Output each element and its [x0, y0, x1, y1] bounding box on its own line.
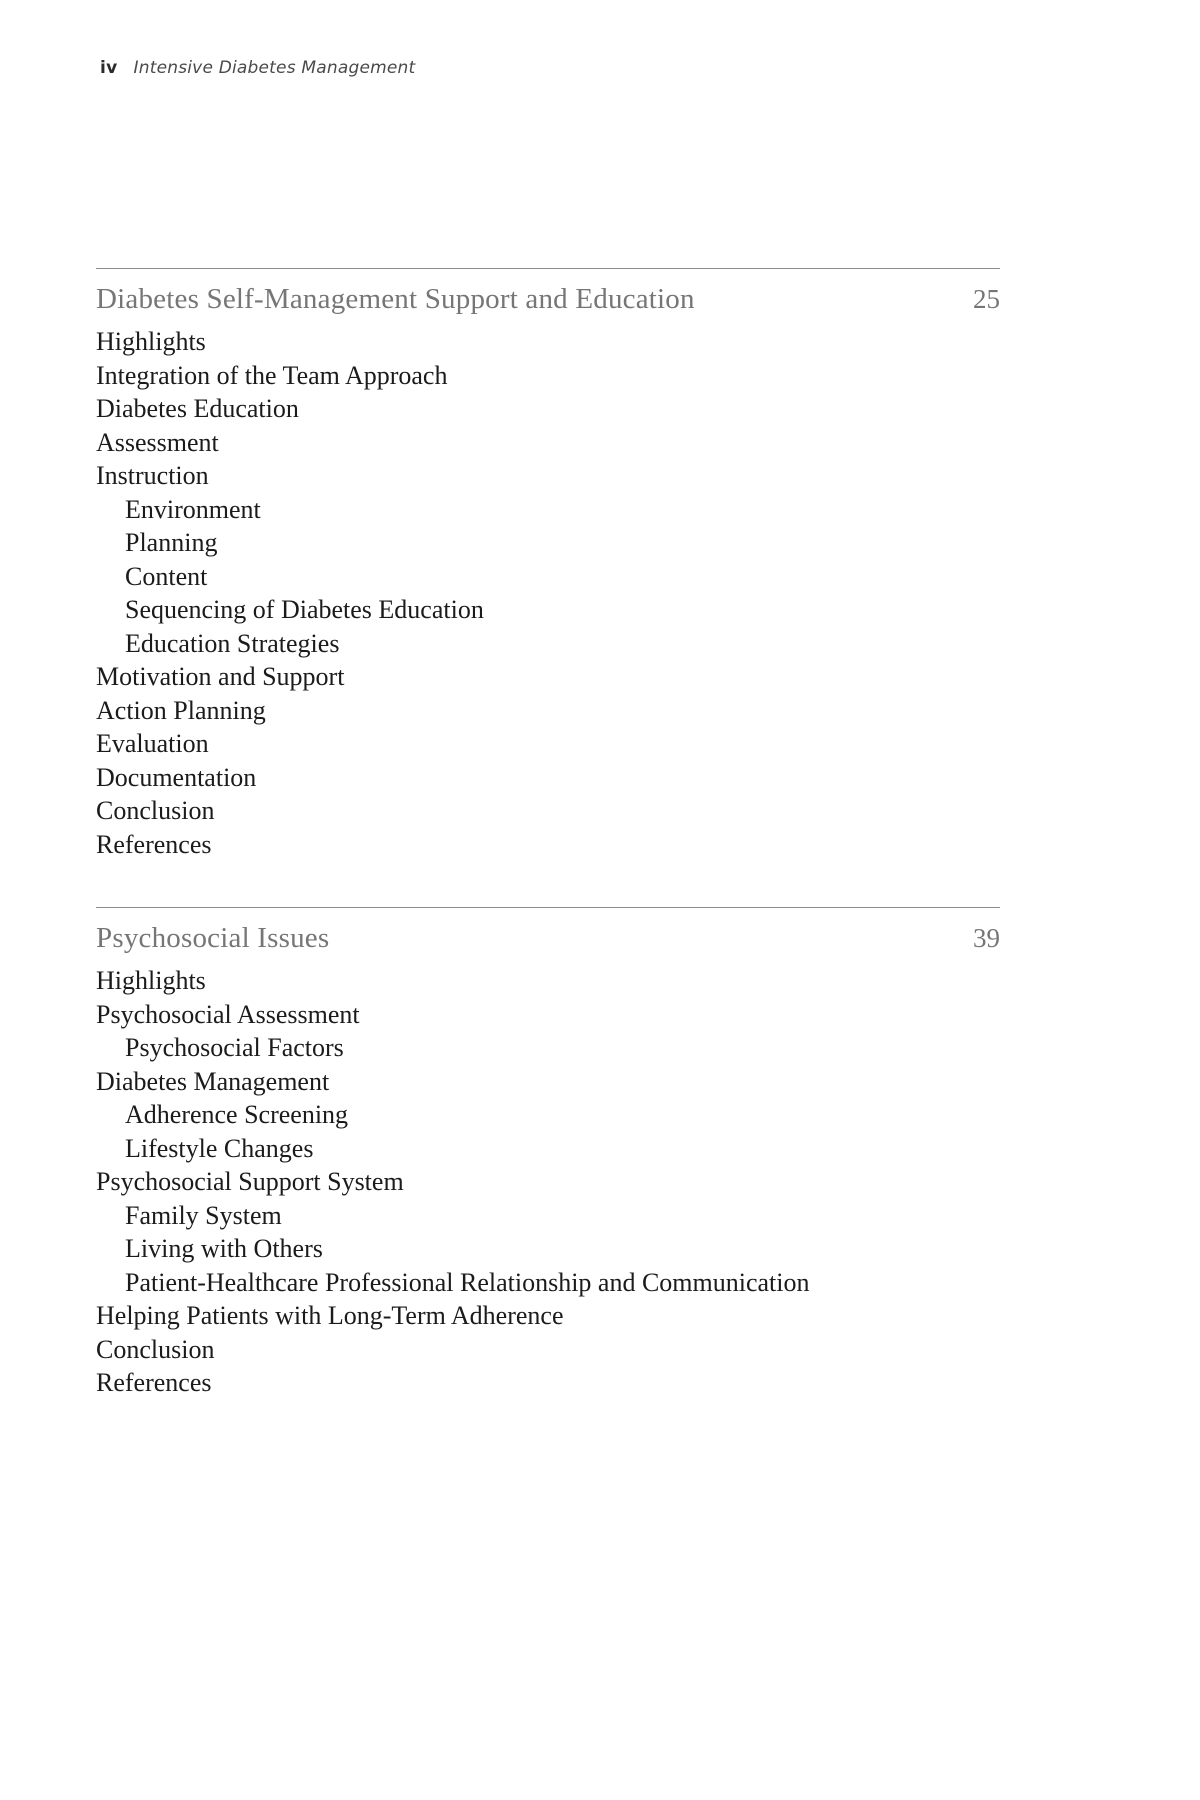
entry-divider	[96, 268, 1000, 269]
chapter-title: Psychosocial Issues	[96, 922, 330, 954]
list-item[interactable]: References	[96, 1368, 212, 1397]
toc-entry	[96, 268, 1104, 861]
chapter-page-number: 25	[973, 284, 1000, 314]
list-item[interactable]: Environment	[125, 494, 261, 524]
section-list	[96, 325, 1104, 861]
chapter-heading[interactable]	[96, 283, 1000, 316]
page-folio: iv	[100, 58, 118, 78]
list-item[interactable]: Helping Patients with Long-Term Adherence	[96, 1301, 564, 1330]
list-item[interactable]: Diabetes Education	[96, 394, 299, 423]
list-item[interactable]: Lifestyle Changes	[125, 1133, 314, 1163]
section-list	[96, 964, 1104, 1400]
list-item[interactable]: Conclusion	[96, 1334, 215, 1364]
list-item[interactable]: Assessment	[96, 427, 219, 457]
list-item[interactable]: Integration of the Team Approach	[96, 360, 448, 390]
list-item[interactable]: References	[96, 829, 212, 859]
list-item[interactable]: Planning	[125, 528, 218, 557]
toc-entry	[96, 907, 1104, 1400]
table-of-contents	[96, 268, 1104, 1446]
list-item[interactable]: Education Strategies	[125, 628, 340, 658]
list-item[interactable]: Diabetes Management	[96, 1066, 330, 1096]
chapter-title: Diabetes Self-Management Support and Education	[96, 283, 695, 315]
list-item[interactable]: Psychosocial Support System	[96, 1167, 404, 1196]
book-title: Intensive Diabetes Management	[133, 58, 416, 78]
list-item[interactable]: Living with Others	[125, 1234, 323, 1263]
list-item[interactable]: Instruction	[96, 461, 209, 490]
list-item[interactable]: Highlights	[96, 966, 206, 995]
running-head	[100, 58, 415, 78]
chapter-page-number: 39	[973, 923, 1000, 953]
list-item[interactable]: Action Planning	[96, 695, 266, 725]
entry-divider	[96, 907, 1000, 908]
list-item[interactable]: Documentation	[96, 762, 257, 792]
list-item[interactable]: Psychosocial Assessment	[96, 999, 360, 1029]
list-item[interactable]: Sequencing of Diabetes Education	[125, 595, 484, 624]
list-item[interactable]: Content	[125, 561, 208, 591]
list-item[interactable]: Motivation and Support	[96, 662, 345, 691]
list-item[interactable]: Psychosocial Factors	[125, 1033, 344, 1062]
list-item[interactable]: Evaluation	[96, 729, 209, 758]
list-item[interactable]: Family System	[125, 1200, 282, 1230]
list-item[interactable]: Adherence Screening	[125, 1100, 349, 1129]
list-item[interactable]: Highlights	[96, 327, 206, 356]
chapter-heading[interactable]	[96, 922, 1000, 955]
list-item[interactable]: Patient-Healthcare Professional Relationship and Communication	[125, 1267, 810, 1297]
list-item[interactable]: Conclusion	[96, 796, 215, 825]
